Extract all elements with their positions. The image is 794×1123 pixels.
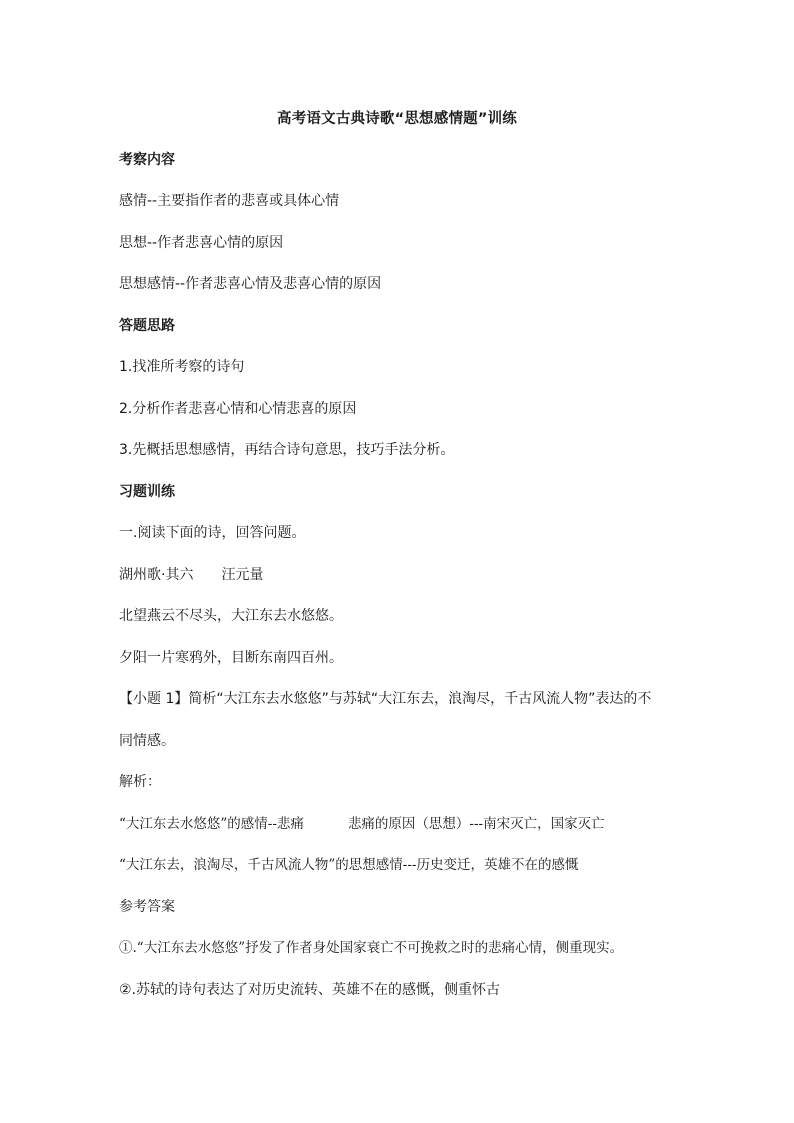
approach-step-1: 1.找准所考察的诗句	[119, 359, 245, 375]
analysis-label: 解析：	[119, 774, 161, 790]
section-heading-practice: 习题训练	[119, 484, 175, 500]
poem-title: 湖州歌·其六	[119, 567, 194, 583]
practice-instruction: 一.阅读下面的诗，回答问题。	[119, 525, 306, 541]
poem-author: 汪元量	[221, 567, 264, 583]
analysis-line-1	[119, 814, 605, 834]
answer-1: ①.“大江东去水悠悠”抒发了作者身处国家衰亡不可挽救之时的悲痛心情，侧重现实。	[119, 940, 624, 956]
approach-step-3: 3.先概括思想感情，再结合诗句意思，技巧手法分析。	[119, 442, 455, 458]
analysis-line-1-reason: 悲痛的原因（思想）---南宋灭亡，国家灭亡	[347, 816, 605, 832]
poem-line-2: 夕阳一片寒鸦外，目断东南四百州。	[119, 650, 343, 666]
approach-step-2: 2.分析作者悲喜心情和心情悲喜的原因	[119, 401, 357, 417]
answer-2: ②.苏轼的诗句表达了对历史流转、英雄不在的感慨，侧重怀古	[119, 982, 500, 998]
poem-heading	[119, 565, 263, 585]
content-line-emotion: 感情--主要指作者的悲喜或具体心情	[119, 193, 340, 209]
poem-line-1: 北望燕云不尽头，大江东去水悠悠。	[119, 608, 343, 624]
analysis-line-2: “大江东去，浪淘尽，千古风流人物”的思想感情---历史变迁，英雄不在的感慨	[119, 857, 579, 873]
content-line-thought: 思想--作者悲喜心情的原因	[119, 235, 284, 251]
question-1-line-2: 同情感。	[119, 733, 175, 749]
content-line-thought-emotion: 思想感情--作者悲喜心情及悲喜心情的原因	[119, 276, 382, 292]
analysis-line-1-emotion: “大江东去水悠悠”的感情--悲痛	[119, 816, 304, 832]
section-heading-content: 考察内容	[119, 152, 175, 168]
document-title: 高考语文古典诗歌“思想感情题”训练	[277, 111, 517, 127]
answer-label: 参考答案	[119, 899, 175, 915]
question-1-line-1: 【小题 1】简析“大江东去水悠悠”与苏轼“大江东去，浪淘尽，千古风流人物”表达的不	[119, 691, 652, 707]
section-heading-approach: 答题思路	[119, 318, 175, 334]
